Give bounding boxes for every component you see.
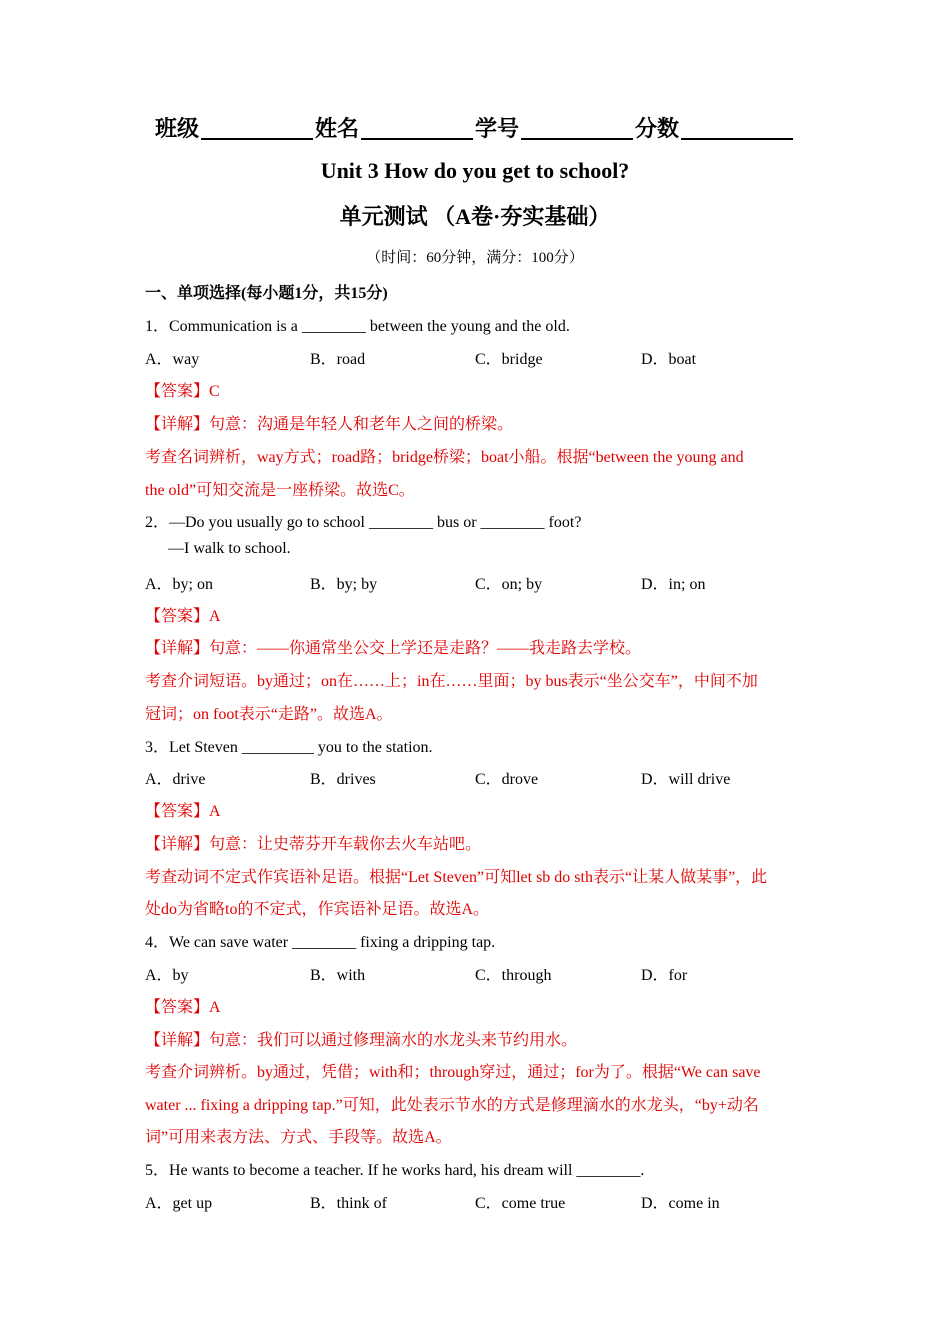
option-d: D．boat <box>641 351 697 368</box>
analysis-line: 冠词；on foot表示“走路”。故选A。 <box>145 706 393 723</box>
option-a: A．get up <box>145 1195 213 1212</box>
class-label: 班级 <box>154 116 199 141</box>
answer: 【答案】A <box>145 803 221 820</box>
question-stem-reply: —I walk to school. <box>168 540 291 557</box>
detail: 【详解】句意：让史蒂芬开车载你去火车站吧。 <box>145 836 482 853</box>
option-a: A．drive <box>145 771 206 788</box>
id-label: 学号 <box>475 116 520 141</box>
score-blank[interactable] <box>681 114 793 140</box>
detail: 【详解】句意：我们可以通过修理滴水的水龙头来节约用水。 <box>145 1032 578 1049</box>
option-c: C．drove <box>475 771 539 788</box>
option-c: C．come true <box>475 1195 566 1212</box>
question-stem: 4．We can save water ________ fixing a dripping tap. <box>145 934 496 951</box>
detail: 【详解】句意：沟通是年轻人和老年人之间的桥梁。 <box>145 416 514 433</box>
answer: 【答案】A <box>145 999 221 1016</box>
option-a: A．way <box>145 351 200 368</box>
option-c: C．bridge <box>475 351 543 368</box>
class-blank[interactable] <box>201 114 313 140</box>
option-d: D．come in <box>641 1195 720 1212</box>
analysis-line: 词”可用来表方法、方式、手段等。故选A。 <box>145 1129 452 1146</box>
student-info-header <box>0 112 950 143</box>
answer: 【答案】C <box>145 383 220 400</box>
analysis-line: 考查介词辨析。by通过，凭借；with和；through穿过，通过；for为了。根据“We can save <box>145 1064 761 1081</box>
name-blank[interactable] <box>361 114 473 140</box>
analysis-line: 考查介词短语。by通过；on在……上；in在……里面；by bus表示“坐公交车”，中间不加 <box>145 673 758 690</box>
option-d: D．in; on <box>641 576 706 593</box>
analysis-line: water ... fixing a dripping tap.”可知，此处表示节水的方式是修理滴水的水龙头，“by+动名 <box>145 1097 759 1114</box>
option-d: D．will drive <box>641 771 731 788</box>
option-c: C．on; by <box>475 576 543 593</box>
question-stem: 2．—Do you usually go to school ________ bus or ________ foot? <box>145 514 582 531</box>
question-stem: 1．Communication is a ________ between the young and the old. <box>145 318 570 335</box>
question-stem: 5．He wants to become a teacher. If he works hard, his dream will ________. <box>145 1162 645 1179</box>
detail: 【详解】句意：——你通常坐公交上学还是走路？——我走路去学校。 <box>145 640 642 657</box>
question-stem: 3．Let Steven _________ you to the station. <box>145 739 433 756</box>
page-title: Unit 3 How do you get to school? <box>320 158 630 183</box>
option-d: D．for <box>641 967 688 984</box>
option-b: B．drives <box>310 771 376 788</box>
analysis-line: 处do为省略to的不定式，作宾语补足语。故选A。 <box>145 901 490 918</box>
analysis-line: the old”可知交流是一座桥梁。故选C。 <box>145 482 415 499</box>
option-a: A．by <box>145 967 189 984</box>
option-b: B．with <box>310 967 366 984</box>
analysis-line: 考查名词辨析，way方式；road路；bridge桥梁；boat小船。根据“between the young and <box>145 449 744 466</box>
option-b: B．road <box>310 351 366 368</box>
exam-meta: （时间：60分钟，满分：100分） <box>366 250 584 266</box>
name-label: 姓名 <box>314 116 359 141</box>
page-subtitle: 单元测试 （A卷·夯实基础） <box>339 204 611 229</box>
id-blank[interactable] <box>521 114 633 140</box>
analysis-line: 考查动词不定式作宾语补足语。根据“Let Steven”可知let sb do sth表示“让某人做某事”，此 <box>145 869 768 886</box>
answer: 【答案】A <box>145 608 221 625</box>
score-label: 分数 <box>635 116 680 141</box>
option-b: B．think of <box>310 1195 387 1212</box>
option-a: A．by; on <box>145 576 214 593</box>
section-title: 一、单项选择(每小题1分，共15分) <box>145 285 388 302</box>
option-c: C．through <box>475 967 552 984</box>
option-b: B．by; by <box>310 576 378 593</box>
